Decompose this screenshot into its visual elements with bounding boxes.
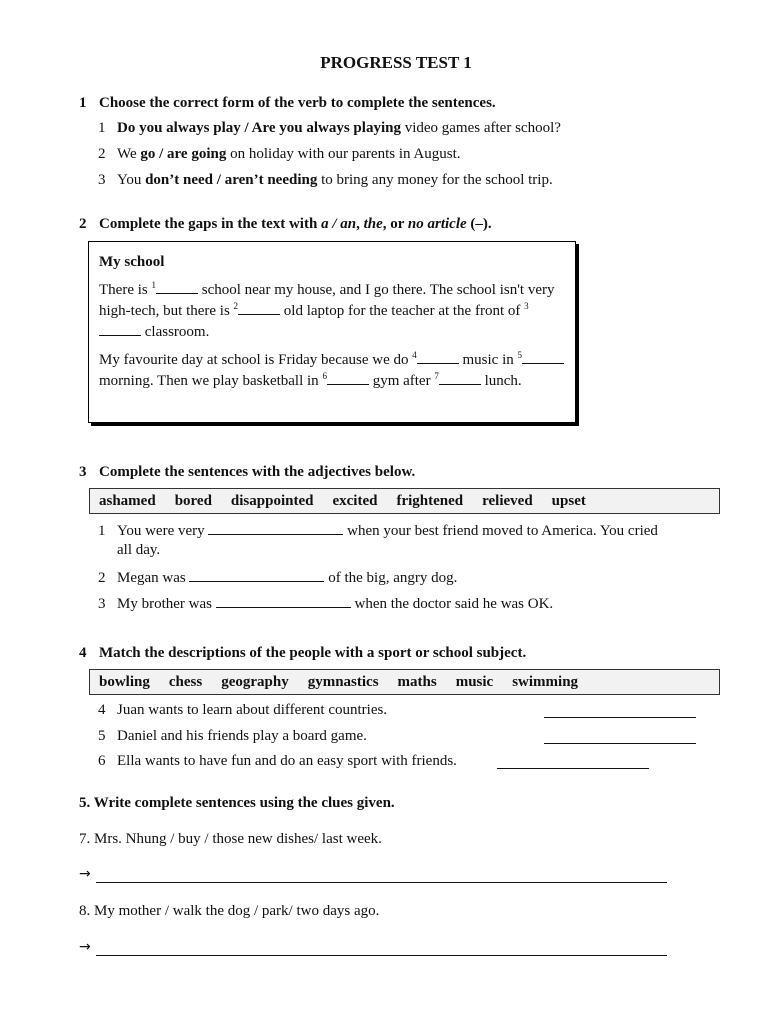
item-text: Daniel and his friends play a board game. [117, 728, 367, 744]
option-separator: / [155, 146, 168, 162]
q3-number: 3 [79, 464, 87, 480]
option-separator: / [213, 172, 225, 188]
item-text: when your best friend moved to America. You cried [343, 523, 658, 539]
q3-item-continued: all day. [117, 542, 161, 558]
q2-separator: , or [382, 216, 408, 232]
item-text: You [117, 172, 146, 188]
word-option: chess [168, 674, 203, 690]
page-title: PROGRESS TEST 1 [320, 53, 472, 72]
q2-instruction-end: (–). [466, 216, 492, 232]
q2-separator: , [356, 216, 364, 232]
option-a[interactable]: go [140, 146, 156, 162]
answer-line[interactable] [96, 882, 667, 883]
item-number: 3 [98, 172, 106, 188]
text-span: There is [99, 282, 152, 298]
word-option: geography [221, 674, 289, 690]
text-box [88, 241, 576, 423]
q1-number: 1 [79, 95, 87, 111]
q4-instruction: Match the descriptions of the people with a sport or school subject. [99, 645, 527, 661]
item-number: 4 [98, 702, 106, 718]
text-span: music in [458, 352, 518, 368]
text-paragraph-1 [99, 280, 567, 343]
item-number: 1 [98, 523, 106, 539]
q2-option-no-article: no article [407, 216, 467, 232]
option-b[interactable]: Are you always playing [251, 120, 401, 136]
q1-instruction: Choose the correct form of the verb to complete the sentences. [99, 95, 496, 111]
option-separator: / [240, 120, 252, 136]
word-option: swimming [512, 674, 579, 690]
word-option: upset [551, 493, 586, 509]
option-a[interactable]: don’t need [145, 172, 214, 188]
word-option: bored [174, 493, 212, 509]
item-text: to bring any money for the school trip. [317, 172, 553, 188]
q2-option-a-an: a / an [321, 216, 357, 232]
text-span: lunch. [480, 373, 522, 389]
gap-blank[interactable] [439, 371, 481, 385]
gap-blank[interactable] [156, 280, 198, 294]
q3-instruction: Complete the sentences with the adjectives below. [99, 464, 416, 480]
word-option: relieved [482, 493, 533, 509]
item-text: when the doctor said he was OK. [350, 596, 554, 612]
q5-clue: 8. My mother / walk the dog / park/ two days ago. [79, 903, 380, 919]
arrow-icon: → [79, 866, 91, 882]
word-option: maths [397, 674, 437, 690]
q5-clue: 7. Mrs. Nhung / buy / those new dishes/ last week. [79, 831, 382, 847]
gap-blank[interactable] [417, 350, 459, 364]
answer-line[interactable] [96, 955, 667, 956]
adjective-word-box [89, 488, 720, 514]
item-text: video games after school? [400, 120, 561, 136]
text-span: My favourite day at school is Friday because we do [99, 352, 413, 368]
answer-line[interactable] [544, 743, 696, 744]
item-number: 2 [98, 570, 106, 586]
text-paragraph-2 [99, 350, 567, 392]
answer-line[interactable] [544, 717, 696, 718]
text-span: classroom. [141, 324, 210, 340]
text-span: morning. Then we play basketball in [99, 373, 323, 389]
gap-number: 3 [524, 301, 529, 311]
q4-item [98, 753, 457, 770]
answer-blank[interactable] [189, 568, 324, 582]
q1-item [98, 120, 561, 137]
q3-heading [79, 464, 415, 481]
q2-instruction: Complete the gaps in the text with [99, 216, 322, 232]
arrow-icon: → [79, 939, 91, 955]
item-text: We [117, 146, 141, 162]
text-span: old laptop for the teacher at the front of [280, 303, 525, 319]
item-text: You were very [117, 523, 209, 539]
word-option: excited [332, 493, 378, 509]
word-option: bowling [99, 674, 150, 690]
q2-option-the: the [363, 216, 383, 232]
q4-item [98, 728, 367, 745]
q3-item [98, 521, 658, 540]
item-text: of the big, angry dog. [324, 570, 458, 586]
gap-number: 4 [412, 350, 417, 360]
gap-number: 2 [233, 301, 239, 311]
text-span: gym after [368, 373, 435, 389]
gap-number: 7 [434, 371, 439, 381]
word-option: disappointed [230, 493, 314, 509]
option-a[interactable]: Do you always play [117, 120, 241, 136]
q2-number: 2 [79, 216, 87, 232]
gap-blank[interactable] [238, 301, 280, 315]
gap-number: 5 [517, 350, 522, 360]
q1-item [98, 146, 461, 163]
q1-item [98, 172, 553, 189]
option-b[interactable]: are going [167, 146, 227, 162]
word-option: music [455, 674, 494, 690]
gap-blank[interactable] [99, 322, 141, 336]
gap-blank[interactable] [327, 371, 369, 385]
item-text: Ella wants to have fun and do an easy sport with friends. [117, 753, 457, 769]
item-number: 5 [98, 728, 106, 744]
q5-heading: 5. Write complete sentences using the clues given. [79, 795, 395, 811]
q4-item [98, 702, 387, 719]
word-option: gymnastics [307, 674, 379, 690]
q4-number: 4 [79, 645, 87, 661]
item-number: 6 [98, 753, 106, 769]
subject-word-box [89, 669, 720, 695]
item-text: on holiday with our parents in August. [226, 146, 461, 162]
text-box-title: My school [99, 254, 165, 270]
answer-blank[interactable] [216, 594, 351, 608]
item-text: My brother was [117, 596, 216, 612]
q3-item [98, 594, 553, 613]
item-number: 3 [98, 596, 106, 612]
gap-number: 6 [322, 371, 327, 381]
word-option: frightened [396, 493, 464, 509]
gap-number: 1 [151, 280, 156, 290]
item-text: Megan was [117, 570, 190, 586]
gap-blank[interactable] [522, 350, 564, 364]
option-b[interactable]: aren’t needing [224, 172, 318, 188]
answer-line[interactable] [497, 768, 649, 769]
q2-heading [79, 216, 492, 233]
text-span: school near my house, and I go there. The school isn't very high-tech, but there is [99, 282, 555, 319]
item-number: 1 [98, 120, 106, 136]
q4-heading [79, 645, 526, 662]
item-number: 2 [98, 146, 106, 162]
word-option: ashamed [99, 493, 156, 509]
answer-blank[interactable] [208, 521, 343, 535]
q1-heading [79, 95, 496, 112]
item-text: Juan wants to learn about different countries. [117, 702, 388, 718]
q3-item [98, 568, 457, 587]
